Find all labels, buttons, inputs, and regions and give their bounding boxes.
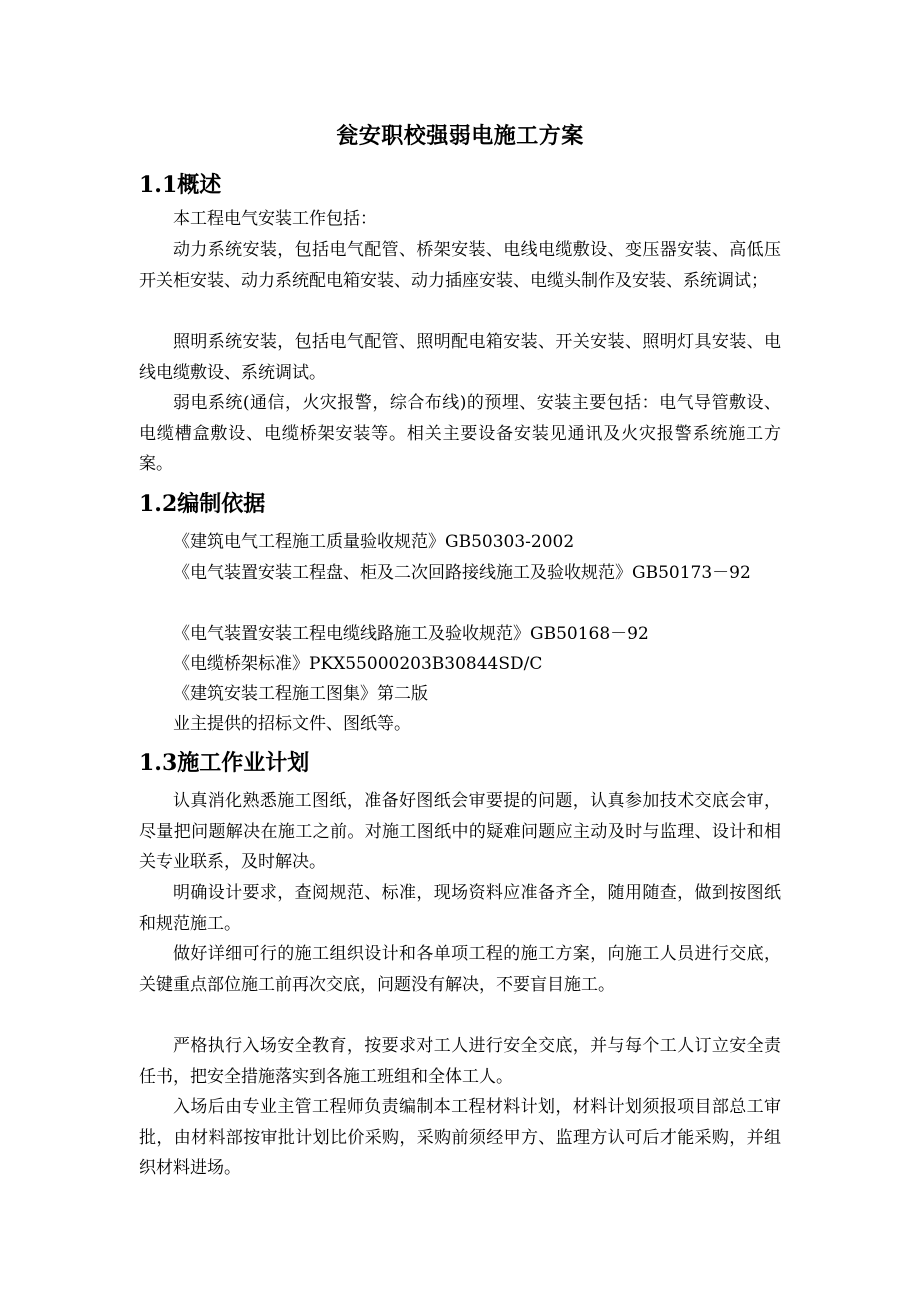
reference-item: 《电缆桥架标准》PKX55000203B30844SD/C [173, 654, 543, 674]
section-heading-basis: 1.2编制依据 [139, 491, 266, 517]
paragraph: 动力系统安装，包括电气配管、桥架安装、电线电缆敷设、变压器安装、高低压开关柜安装、动力系统配电箱安装、动力插座安装、电缆头制作及安装、系统调试； [139, 240, 781, 291]
paragraph: 做好详细可行的施工组织设计和各单项工程的施工方案，向施工人员进行交底，关键重点部位施工前再次交底，问题没有解决，不要盲目施工。 [139, 944, 781, 995]
paragraph: 严格执行入场安全教育，按要求对工人进行安全交底，并与每个工人订立安全责任书，把安全措施落实到各施工班组和全体工人。 [139, 1036, 781, 1087]
paragraph: 明确设计要求，查阅规范、标准，现场资料应准备齐全，随用随查，做到按图纸和规范施工。 [139, 883, 781, 934]
reference-item: 《电气装置安装工程盘、柜及二次回路接线施工及验收规范》GB50173－92 [173, 563, 751, 583]
paragraph: 照明系统安装，包括电气配管、照明配电箱安装、开关安装、照明灯具安装、电线电缆敷设、系统调试。 [139, 332, 781, 383]
document-title: 瓮安职校强弱电施工方案 [336, 123, 584, 149]
paragraph: 入场后由专业主管工程师负责编制本工程材料计划，材料计划须报项目部总工审批，由材料部按审批计划比价采购，采购前须经甲方、监理方认可后才能采购，并组织材料进场。 [139, 1097, 781, 1179]
reference-item: 《建筑安装工程施工图集》第二版 [173, 684, 428, 704]
section-heading-overview: 1.1概述 [139, 172, 222, 198]
paragraph: 本工程电气安装工作包括： [173, 209, 377, 229]
paragraph: 弱电系统(通信，火灾报警，综合布线)的预埋、安装主要包括：电气导管敷设、电缆槽盒敷设、电缆桥架安装等。相关主要设备安装见通讯及火灾报警系统施工方案。 [139, 393, 781, 475]
paragraph: 认真消化熟悉施工图纸，准备好图纸会审要提的问题，认真参加技术交底会审，尽量把问题解决在施工之前。对施工图纸中的疑难问题应主动及时与监理、设计和相关专业联系，及时解决。 [139, 791, 781, 873]
reference-item: 业主提供的招标文件、图纸等。 [173, 714, 411, 734]
section-heading-plan: 1.3施工作业计划 [139, 750, 310, 776]
reference-item: 《建筑电气工程施工质量验收规范》GB50303-2002 [173, 532, 575, 552]
reference-item: 《电气装置安装工程电缆线路施工及验收规范》GB50168－92 [173, 624, 649, 644]
